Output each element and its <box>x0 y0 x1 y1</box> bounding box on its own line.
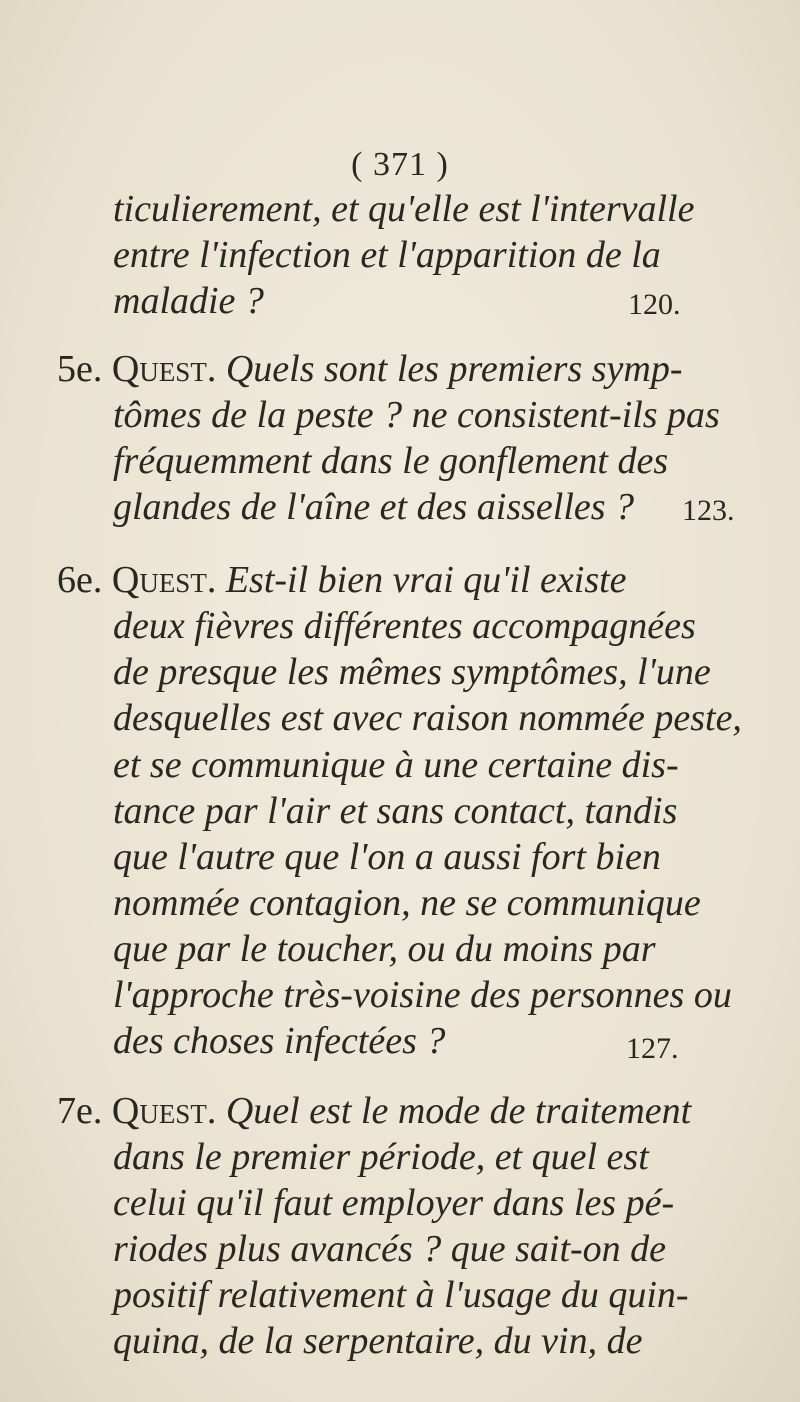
text-line: Quels sont les premiers symp- <box>225 348 683 390</box>
text-line: que l'autre que l'on a aussi fort bien <box>113 836 661 878</box>
question-first-line <box>57 1092 691 1130</box>
question-word: Quest. <box>111 559 217 601</box>
question-word: Quest. <box>111 348 217 390</box>
text-line: glandes de l'aîne et des aisselles ? <box>113 486 635 528</box>
text-line: que par le toucher, ou du moins par <box>113 928 656 970</box>
text-line: tômes de la peste ? ne consistent-ils pas <box>113 394 720 436</box>
question-label <box>57 348 216 390</box>
text-line: positif relativement à l'usage du quin- <box>113 1274 689 1316</box>
question-number: 6e. <box>57 559 103 601</box>
page-reference: 120. <box>628 288 681 321</box>
text-line: de presque les mêmes symptômes, l'une <box>113 651 711 693</box>
text-line: riodes plus avancés ? que sait-on de <box>113 1228 667 1270</box>
text-line: deux fièvres différentes accompagnées <box>113 605 696 647</box>
text-line: dans le premier période, et quel est <box>113 1136 649 1178</box>
text-line: maladie ? <box>113 280 264 322</box>
question-number: 7e. <box>57 1090 103 1132</box>
text-line: nommée contagion, ne se communique <box>113 882 701 924</box>
text-line: quina, de la serpentaire, du vin, de <box>113 1320 643 1362</box>
text-line: desquelles est avec raison nommée peste, <box>113 697 742 739</box>
question-number: 5e. <box>57 348 103 390</box>
text-line: entre l'infection et l'apparition de la <box>113 234 661 276</box>
question-first-line <box>57 350 682 388</box>
text-line: et se communique à une certaine dis- <box>113 744 679 786</box>
question-word: Quest. <box>111 1090 217 1132</box>
page-number: ( 371 ) <box>351 146 449 183</box>
text-line: fréquemment dans le gonflement des <box>113 440 669 482</box>
text-line: celui qu'il faut employer dans les pé- <box>113 1182 675 1224</box>
text-line: Est-il bien vrai qu'il existe <box>225 559 627 601</box>
text-line: ticulierement, et qu'elle est l'intervalle <box>113 188 695 230</box>
text-line: l'approche très-voisine des personnes ou <box>113 974 732 1016</box>
text-line: tance par l'air et sans contact, tandis <box>113 790 678 832</box>
page-reference: 123. <box>682 494 735 527</box>
text-line: Quel est le mode de traitement <box>225 1090 692 1132</box>
question-label <box>57 1090 216 1132</box>
page-reference: 127. <box>626 1032 679 1065</box>
text-line: des choses infectées ? <box>113 1020 446 1062</box>
question-label <box>57 559 216 601</box>
question-first-line <box>57 561 627 599</box>
